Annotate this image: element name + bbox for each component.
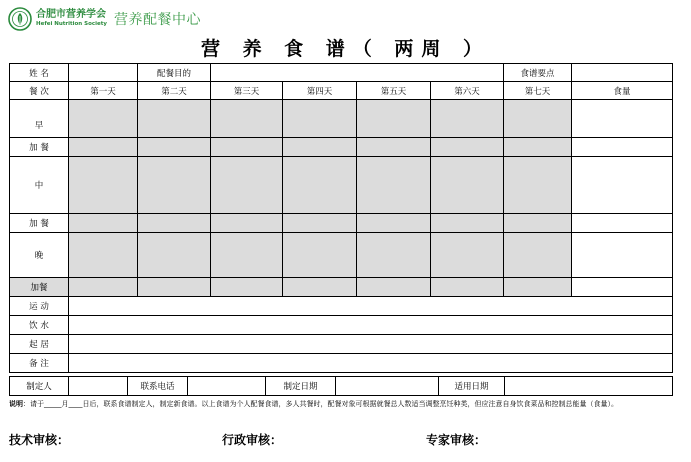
meal-row-breakfast bbox=[10, 100, 673, 138]
center-name: 营养配餐中心 bbox=[114, 12, 201, 28]
meal-cell[interactable] bbox=[431, 233, 504, 278]
maker-field[interactable] bbox=[69, 377, 128, 396]
apply-date-field[interactable] bbox=[505, 377, 673, 396]
tech-review-label: 技术审核： bbox=[9, 433, 70, 447]
extra-row-remarks bbox=[10, 354, 673, 373]
meal-cell[interactable] bbox=[138, 233, 211, 278]
day-header: 第五天 bbox=[357, 82, 431, 100]
meal-cell[interactable] bbox=[431, 157, 504, 214]
day-header: 第四天 bbox=[283, 82, 357, 100]
meal-cell[interactable] bbox=[431, 214, 504, 233]
meal-cell[interactable] bbox=[504, 233, 572, 278]
amount-cell[interactable] bbox=[572, 138, 673, 157]
extra-row-routine bbox=[10, 335, 673, 354]
meal-cell[interactable] bbox=[211, 157, 283, 214]
org-logo bbox=[8, 6, 107, 32]
meal-cell[interactable] bbox=[357, 278, 431, 297]
day-header: 第六天 bbox=[431, 82, 504, 100]
extra-field[interactable] bbox=[69, 316, 673, 335]
meal-cell[interactable] bbox=[283, 100, 357, 138]
meal-col-header: 餐 次 bbox=[10, 82, 69, 100]
meal-cell[interactable] bbox=[69, 100, 138, 138]
meal-row-snack-1 bbox=[10, 138, 673, 157]
org-name-cn: 合肥市营养学会 bbox=[36, 9, 106, 21]
meal-cell[interactable] bbox=[138, 214, 211, 233]
meal-cell[interactable] bbox=[211, 214, 283, 233]
phone-field[interactable] bbox=[188, 377, 266, 396]
meal-cell[interactable] bbox=[504, 278, 572, 297]
meal-cell[interactable] bbox=[69, 157, 138, 214]
info-row bbox=[10, 64, 673, 82]
extra-field[interactable] bbox=[69, 354, 673, 373]
meal-cell[interactable] bbox=[283, 233, 357, 278]
extra-label: 运 动 bbox=[10, 297, 69, 316]
points-label: 食谱要点 bbox=[504, 64, 572, 82]
amount-cell[interactable] bbox=[572, 214, 673, 233]
day-header: 第一天 bbox=[69, 82, 138, 100]
admin-review-label: 行政审核： bbox=[222, 433, 283, 447]
society-emblem-icon bbox=[8, 7, 32, 31]
meal-cell[interactable] bbox=[69, 138, 138, 157]
meal-label: 加餐 bbox=[10, 278, 69, 297]
amount-cell[interactable] bbox=[572, 233, 673, 278]
name-label: 姓 名 bbox=[10, 64, 69, 82]
purpose-label: 配餐目的 bbox=[138, 64, 211, 82]
meal-cell[interactable] bbox=[138, 278, 211, 297]
meal-cell[interactable] bbox=[283, 214, 357, 233]
make-date-label: 制定日期 bbox=[266, 377, 336, 396]
meal-cell[interactable] bbox=[211, 100, 283, 138]
extra-label: 饮 水 bbox=[10, 316, 69, 335]
amount-header: 食量 bbox=[572, 82, 673, 100]
meal-cell[interactable] bbox=[211, 233, 283, 278]
meal-cell[interactable] bbox=[138, 138, 211, 157]
meal-cell[interactable] bbox=[431, 138, 504, 157]
meal-cell[interactable] bbox=[69, 214, 138, 233]
signature-row bbox=[10, 377, 673, 396]
extra-field[interactable] bbox=[69, 297, 673, 316]
amount-cell[interactable] bbox=[572, 278, 673, 297]
meal-cell[interactable] bbox=[211, 278, 283, 297]
extra-row-water bbox=[10, 316, 673, 335]
meal-row-dinner bbox=[10, 233, 673, 278]
meal-label: 晚 bbox=[10, 233, 69, 278]
extra-label: 起 居 bbox=[10, 335, 69, 354]
purpose-field[interactable] bbox=[211, 64, 504, 82]
maker-label: 制定人 bbox=[10, 377, 69, 396]
extra-row-exercise bbox=[10, 297, 673, 316]
header-row bbox=[10, 82, 673, 100]
day-header: 第二天 bbox=[138, 82, 211, 100]
meal-cell[interactable] bbox=[69, 233, 138, 278]
meal-cell[interactable] bbox=[283, 278, 357, 297]
meal-cell[interactable] bbox=[357, 138, 431, 157]
meal-cell[interactable] bbox=[504, 100, 572, 138]
meal-cell[interactable] bbox=[431, 278, 504, 297]
meal-cell[interactable] bbox=[357, 157, 431, 214]
meal-row-lunch bbox=[10, 157, 673, 214]
meal-cell[interactable] bbox=[357, 214, 431, 233]
phone-label: 联系电话 bbox=[128, 377, 188, 396]
meal-cell[interactable] bbox=[504, 157, 572, 214]
meal-cell[interactable] bbox=[283, 157, 357, 214]
extra-field[interactable] bbox=[69, 335, 673, 354]
points-field[interactable] bbox=[572, 64, 673, 82]
meal-cell[interactable] bbox=[504, 214, 572, 233]
day-header: 第七天 bbox=[504, 82, 572, 100]
meal-row-snack-2 bbox=[10, 214, 673, 233]
page-title: 营 养 食 谱（ 两周 ） bbox=[200, 38, 491, 60]
meal-cell[interactable] bbox=[283, 138, 357, 157]
amount-cell[interactable] bbox=[572, 157, 673, 214]
org-name-en: Hefei Nutrition Society bbox=[36, 21, 107, 28]
meal-cell[interactable] bbox=[431, 100, 504, 138]
note-text: ：请于_____月____日后，联系食谱制定人，制定新食谱。以上食谱为个人配餐食谱，多人共餐时，配餐对象可根据就餐总人数适当调整烹饪种类，但应注意自身饮食菜品和控制总能量（食量）。 bbox=[23, 400, 618, 408]
name-field[interactable] bbox=[69, 64, 138, 82]
apply-date-label: 适用日期 bbox=[439, 377, 505, 396]
meal-cell[interactable] bbox=[69, 278, 138, 297]
meal-cell[interactable] bbox=[357, 100, 431, 138]
meal-label: 加 餐 bbox=[10, 214, 69, 233]
note-paragraph bbox=[9, 398, 675, 410]
meal-label: 早 bbox=[10, 100, 69, 138]
meal-cell[interactable] bbox=[138, 100, 211, 138]
day-header: 第三天 bbox=[211, 82, 283, 100]
signature-table bbox=[9, 376, 673, 396]
make-date-field[interactable] bbox=[336, 377, 439, 396]
amount-cell[interactable] bbox=[572, 100, 673, 138]
meal-cell[interactable] bbox=[504, 138, 572, 157]
meal-cell[interactable] bbox=[357, 233, 431, 278]
meal-cell[interactable] bbox=[138, 157, 211, 214]
note-label: 说明 bbox=[9, 400, 23, 408]
meal-label: 中 bbox=[10, 157, 69, 214]
meal-label: 加 餐 bbox=[10, 138, 69, 157]
extra-label: 备 注 bbox=[10, 354, 69, 373]
meal-cell[interactable] bbox=[211, 138, 283, 157]
expert-review-label: 专家审核： bbox=[426, 433, 487, 447]
meal-row-snack-3 bbox=[10, 278, 673, 297]
meal-plan-table bbox=[9, 63, 673, 373]
